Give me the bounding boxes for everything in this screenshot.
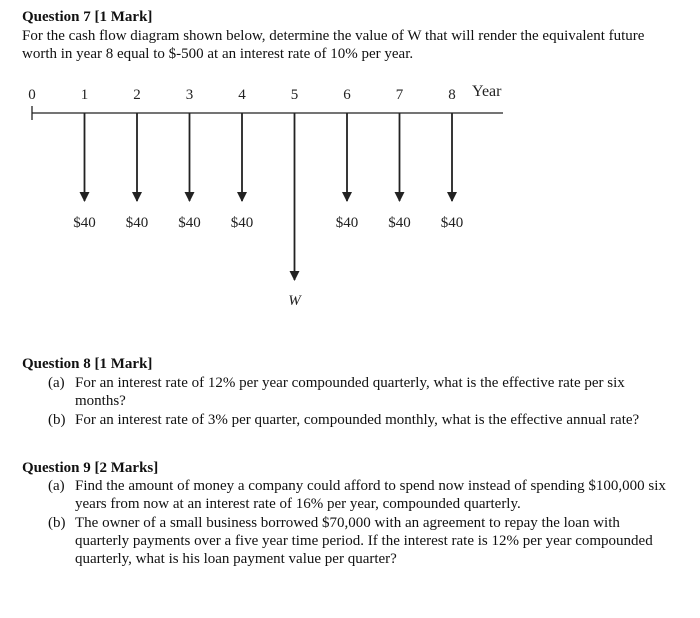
question-9a-text: Find the amount of money a company could afford to spend now instead of spending $100,000 six years from now at an interest rate of 16% per year, compounded quarterly.	[75, 478, 666, 512]
year-label-5: 5	[290, 87, 299, 103]
question-9b-label: (b)	[48, 515, 66, 531]
year-axis-label: Year	[472, 83, 502, 100]
year-label-2: 2	[133, 87, 141, 103]
year-label-8: 8	[448, 87, 456, 103]
question-8a-text: For an interest rate of 12% per year compounded quarterly, what is the effective rate per six months?	[75, 375, 625, 409]
year-label-6: 6	[343, 87, 351, 103]
question-7-title: Question 7 [1 Mark]	[22, 9, 153, 25]
cash-flow-label-year-1: $40	[73, 215, 96, 231]
cash-flow-label-year-7: $40	[388, 215, 411, 231]
cash-flow-label-year-2: $40	[125, 215, 149, 231]
question-9a-label: (a)	[48, 478, 65, 494]
cash-flow-label-year-3: $40	[178, 215, 201, 231]
question-8b-text: For an interest rate of 3% per quarter, compounded monthly, what is the effective annual rate?	[75, 412, 640, 428]
question-8a-label: (a)	[48, 375, 65, 391]
year-label-3: 3	[185, 87, 194, 103]
question-8-title: Question 8 [1 Mark]	[22, 356, 153, 372]
question-9b-text: The owner of a small business borrowed $70,000 with an agreement to repay the loan with quarterly payments over a five year time period. If the interest rate is 12% per year compounded quarterly, what is his loan payment value per quarter?	[75, 515, 653, 567]
question-7-body: For the cash flow diagram shown below, determine the value of W that will render the equivalent future worth in year 8 equal to $-500 at an interest rate of 10% per year.	[22, 28, 645, 62]
question-8b-label: (b)	[48, 412, 66, 428]
cash-flow-label-year-6: $40	[335, 215, 359, 231]
year-label-7: 7	[395, 87, 404, 103]
cash-flow-label-year-8: $40	[440, 215, 464, 231]
year-label-0: 0	[28, 87, 36, 103]
cash-flow-label-year-5: W	[288, 293, 301, 309]
cash-flow-label-year-4: $40	[230, 215, 254, 231]
question-9-title: Question 9 [2 Marks]	[22, 460, 159, 476]
year-label-1: 1	[80, 87, 89, 103]
cash-flow-diagram	[0, 70, 700, 320]
year-label-4: 4	[238, 87, 246, 103]
